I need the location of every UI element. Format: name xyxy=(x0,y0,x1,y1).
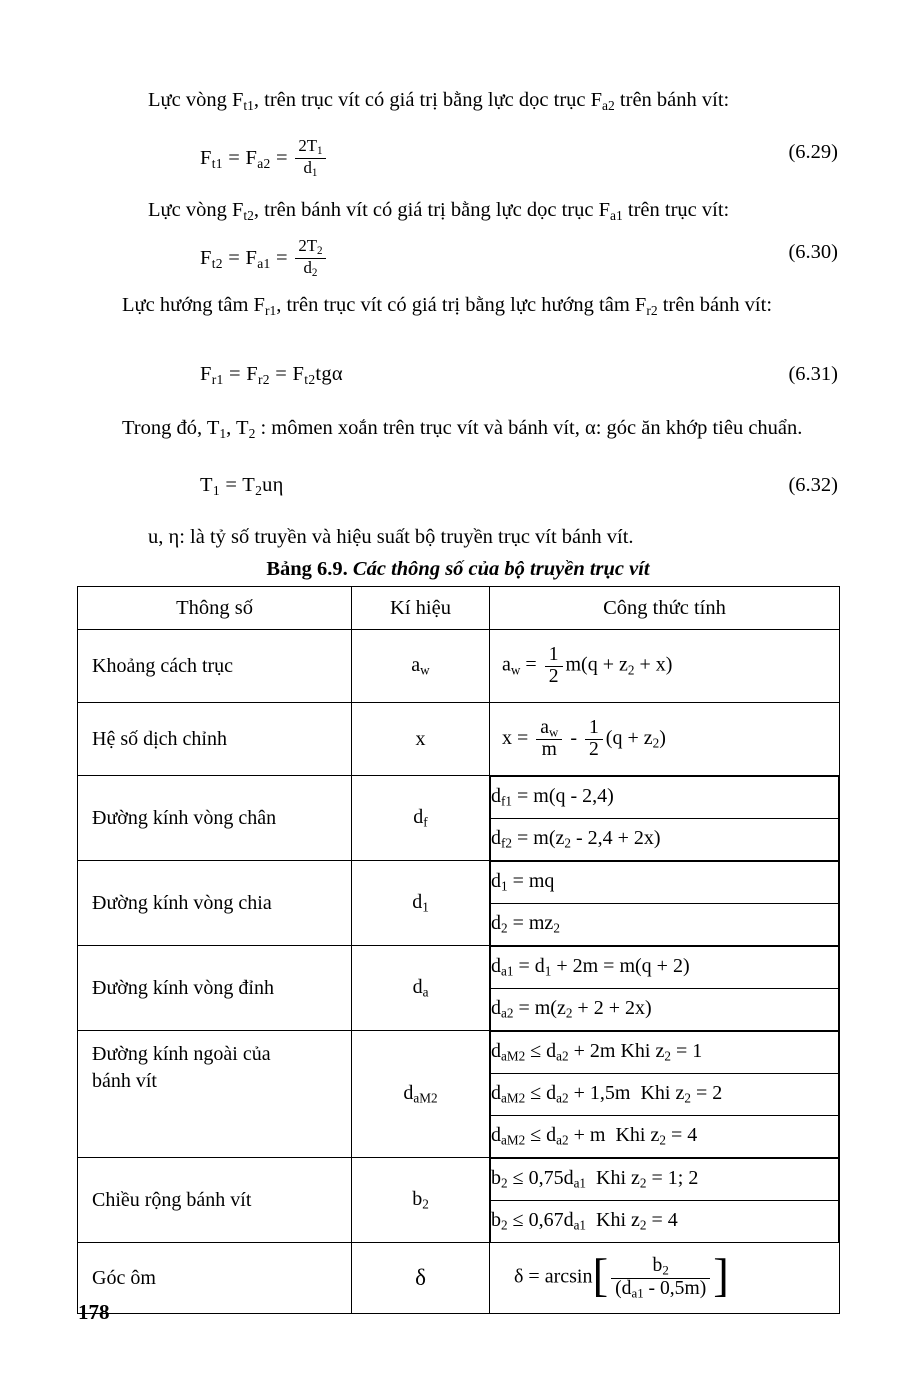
table-row xyxy=(78,946,840,1031)
equation-6-30: $F_{t2} = F_{a1}$ = $\frac{2T_2}{d_2}$ xyxy=(200,238,328,280)
equation-6-32: $T_1 = T_2u\eta$ xyxy=(200,474,284,498)
row-name-duong-kinh-vong-chia: Đường kính vòng chia xyxy=(78,861,352,946)
paragraph-2-text: Lực vòng $F_{t2}$, trên bánh vít có giá trị bằng lực dọc trục $F_{a1}$ trên trục vít: xyxy=(148,199,730,223)
paragraph-4-text: Trong đó, $T_1$, $T_2$ : mômen xoắn trên trục vít và bánh vít, α: góc ăn khớp tiêu chuẩn. xyxy=(122,417,803,441)
paragraph-3-text: Lực hướng tâm $F_{r1}$, trên trục vít có giá trị bằng lực hướng tâm $F_{r2}$ trên bánh vít: xyxy=(122,294,773,318)
paragraph-5-text: u, η: là tỷ số truyền và hiệu suất bộ truyền trục vít bánh vít. xyxy=(148,526,634,548)
formula-df2: $d_{f2} = m(z_2 - 2,4 + 2x)$ xyxy=(491,819,839,861)
formula-subtable xyxy=(490,776,839,860)
row-name-chieu-rong-banh-vit: Chiều rộng bánh vít xyxy=(78,1158,352,1243)
row-symbol-b2: $b_2$ xyxy=(352,1158,490,1243)
bracket-right: ] xyxy=(713,1250,729,1303)
paragraph-2 xyxy=(148,195,836,231)
row-name-duong-kinh-vong-chan: Đường kính vòng chân xyxy=(78,776,352,861)
fraction-one-half: $\frac{1}{2}$ xyxy=(585,718,603,760)
equation-6-29: $F_{t1} = F_{a2}$ = $\frac{2T_1}{d_1}$ xyxy=(200,138,328,180)
formula-d1: $d_1$ = mq xyxy=(491,862,839,904)
parameters-table-wrapper xyxy=(77,586,839,1314)
table-row xyxy=(78,776,840,861)
row-symbol-df: $d_f$ xyxy=(352,776,490,861)
fraction-2T1-d1: $\frac{2T_1}{d_1}$ xyxy=(295,137,325,179)
table-row xyxy=(78,1158,840,1243)
formula-d2: $d_2 = mz_2$ xyxy=(491,904,839,946)
row-name-duong-kinh-ngoai: Đường kính ngoài của bánh vít xyxy=(78,1031,352,1158)
equation-6-31: $F_{r1} = F_{r2} = F_{t2}tg\alpha$ xyxy=(200,363,343,387)
row-name-he-so-dich-chinh: Hệ số dịch chỉnh xyxy=(78,703,352,776)
row-name-khoang-cach-truc: Khoảng cách trục xyxy=(78,630,352,703)
fraction-aw-m: $\frac{a_w}{m}$ xyxy=(536,718,562,761)
table-header-symbol: Kí hiệu xyxy=(352,587,490,630)
row-formula-delta: δ = arcsin[ $\frac{b_2}{(d_{a1} - 0,5m)}$ ] xyxy=(490,1243,840,1314)
row-symbol-aw: $a_w$ xyxy=(352,630,490,703)
page-number: 178 xyxy=(78,1300,110,1324)
equation-number-6-29: (6.29) xyxy=(788,141,838,163)
row-symbol-d1: $d_1$ xyxy=(352,861,490,946)
row-formula-group-da xyxy=(490,946,840,1031)
formula-da2: $d_{a2} = m(z_2 + 2 + 2x)$ xyxy=(491,989,839,1031)
fraction-b2-da1: $\frac{b_2}{(d_{a1} - 0,5m)}$ xyxy=(611,1256,710,1299)
row-formula-group-daM2 xyxy=(490,1031,840,1158)
row-symbol-delta: δ xyxy=(352,1243,490,1314)
fraction-2T2-d2: $\frac{2T_2}{d_2}$ xyxy=(295,237,325,279)
row-name-goc-om: Góc ôm xyxy=(78,1243,352,1314)
equation-number-6-30: (6.30) xyxy=(788,241,838,263)
equation-number-6-32: (6.32) xyxy=(788,474,838,496)
table-row xyxy=(78,1031,840,1158)
table-row xyxy=(78,861,840,946)
formula-subtable xyxy=(490,946,839,1030)
table-header-formula: Công thức tính xyxy=(490,587,840,630)
row-formula-x: x = $\frac{a_w}{m}$ - $\frac{1}{2}$ $(q + z_2)$ xyxy=(490,703,840,776)
formula-subtable xyxy=(490,861,839,945)
paragraph-3 xyxy=(80,290,836,326)
formula-b2-z12: $b_2 \le 0,75d_{a1}$ Khi $z_2 = 1$; 2 xyxy=(491,1159,839,1201)
paragraph-1 xyxy=(148,85,836,121)
formula-da1: $d_{a1} = d_1 + 2m = m(q + 2)$ xyxy=(491,947,839,989)
row-symbol-daM2: $d_{aM2}$ xyxy=(352,1031,490,1158)
paragraph-5 xyxy=(148,522,836,552)
paragraph-4 xyxy=(80,413,836,449)
formula-daM2-z1: $d_{aM2} \le d_{a2} + 2m$ Khi $z_2 = 1$ xyxy=(491,1032,839,1074)
row-formula-group-df xyxy=(490,776,840,861)
row-formula-aw: $a_w$ = $\frac{1}{2}$ $m(q + z_2 + x)$ xyxy=(490,630,840,703)
table-row xyxy=(78,1243,840,1314)
formula-b2-z4: $b_2 \le 0,67d_{a1}$ Khi $z_2 = 4$ xyxy=(491,1201,839,1243)
table-caption xyxy=(0,558,916,581)
table-caption-title: Các thông số của bộ truyền trục vít xyxy=(352,558,650,580)
table-row xyxy=(78,630,840,703)
table-header-parameter: Thông số xyxy=(78,587,352,630)
parameters-table xyxy=(77,586,840,1314)
row-symbol-da: $d_a$ xyxy=(352,946,490,1031)
formula-daM2-z4: $d_{aM2} \le d_{a2} + m$ Khi $z_2 = 4$ xyxy=(491,1116,839,1158)
equation-number-6-31: (6.31) xyxy=(788,363,838,385)
formula-subtable xyxy=(490,1158,839,1242)
fraction-one-half: $\frac{1}{2}$ xyxy=(545,645,563,687)
row-symbol-x: x xyxy=(352,703,490,776)
row-formula-group-d xyxy=(490,861,840,946)
paragraph-1-text: Lực vòng $F_{t1}$, trên trục vít có giá trị bằng lực dọc trục $F_{a2}$ trên bánh vít: xyxy=(148,89,730,113)
bracket-left: [ xyxy=(592,1250,609,1303)
row-formula-group-b2 xyxy=(490,1158,840,1243)
formula-subtable xyxy=(490,1031,839,1157)
formula-daM2-z2: $d_{aM2} \le d_{a2} + 1,5m$ Khi $z_2 = 2$ xyxy=(491,1074,839,1116)
row-name-duong-kinh-vong-dinh: Đường kính vòng đỉnh xyxy=(78,946,352,1031)
table-caption-label: Bảng 6.9. xyxy=(266,558,348,580)
table-row xyxy=(78,703,840,776)
formula-df1: $d_{f1} = m(q - 2,4)$ xyxy=(491,777,839,819)
table-header-row xyxy=(78,587,840,630)
